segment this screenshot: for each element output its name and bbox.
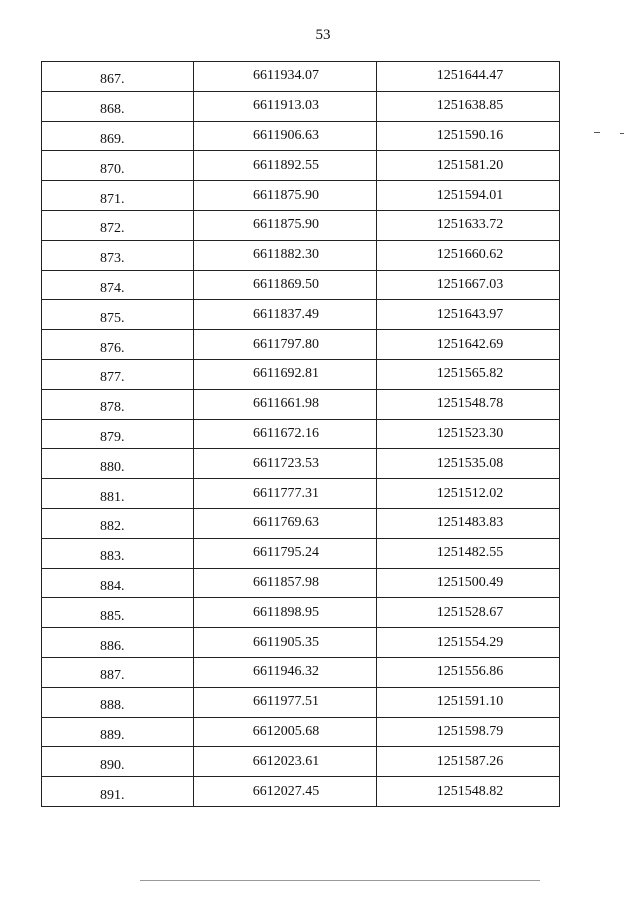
y-coordinate-cell: 1251598.79 bbox=[377, 717, 560, 747]
y-coordinate-cell: 1251667.03 bbox=[377, 270, 560, 300]
point-number-cell: 888. bbox=[42, 687, 194, 717]
x-coordinate-cell: 6611882.30 bbox=[194, 240, 377, 270]
x-coordinate-cell: 6611797.80 bbox=[194, 330, 377, 360]
table-row bbox=[42, 240, 560, 270]
table-row bbox=[42, 121, 560, 151]
point-number-cell: 869. bbox=[42, 121, 194, 151]
table-row bbox=[42, 628, 560, 658]
point-number-cell: 882. bbox=[42, 508, 194, 538]
y-coordinate-cell: 1251482.55 bbox=[377, 538, 560, 568]
y-coordinate-cell: 1251556.86 bbox=[377, 657, 560, 687]
x-coordinate-cell: 6611661.98 bbox=[194, 389, 377, 419]
point-number-cell: 867. bbox=[42, 62, 194, 92]
point-number-cell: 875. bbox=[42, 300, 194, 330]
scan-edge-line bbox=[140, 880, 540, 881]
table-row bbox=[42, 62, 560, 92]
page-number: 53 bbox=[315, 27, 331, 43]
table-row bbox=[42, 300, 560, 330]
coordinates-table-body bbox=[42, 62, 560, 807]
table-row bbox=[42, 717, 560, 747]
point-number-cell: 890. bbox=[42, 747, 194, 777]
coordinates-table bbox=[41, 61, 560, 807]
table-row bbox=[42, 479, 560, 509]
table-row bbox=[42, 389, 560, 419]
y-coordinate-cell: 1251548.78 bbox=[377, 389, 560, 419]
x-coordinate-cell: 6611875.90 bbox=[194, 210, 377, 240]
x-coordinate-cell: 6611692.81 bbox=[194, 359, 377, 389]
x-coordinate-cell: 6611723.53 bbox=[194, 449, 377, 479]
y-coordinate-cell: 1251500.49 bbox=[377, 568, 560, 598]
point-number-cell: 891. bbox=[42, 777, 194, 807]
y-coordinate-cell: 1251535.08 bbox=[377, 449, 560, 479]
point-number-cell: 886. bbox=[42, 628, 194, 658]
x-coordinate-cell: 6611946.32 bbox=[194, 657, 377, 687]
x-coordinate-cell: 6611672.16 bbox=[194, 419, 377, 449]
y-coordinate-cell: 1251642.69 bbox=[377, 330, 560, 360]
y-coordinate-cell: 1251643.97 bbox=[377, 300, 560, 330]
x-coordinate-cell: 6611905.35 bbox=[194, 628, 377, 658]
table-row bbox=[42, 151, 560, 181]
table-row bbox=[42, 538, 560, 568]
point-number-cell: 881. bbox=[42, 479, 194, 509]
point-number-cell: 887. bbox=[42, 657, 194, 687]
y-coordinate-cell: 1251554.29 bbox=[377, 628, 560, 658]
y-coordinate-cell: 1251565.82 bbox=[377, 359, 560, 389]
x-coordinate-cell: 6611869.50 bbox=[194, 270, 377, 300]
table-row bbox=[42, 419, 560, 449]
y-coordinate-cell: 1251587.26 bbox=[377, 747, 560, 777]
y-coordinate-cell: 1251660.62 bbox=[377, 240, 560, 270]
x-coordinate-cell: 6611875.90 bbox=[194, 181, 377, 211]
x-coordinate-cell: 6612023.61 bbox=[194, 747, 377, 777]
point-number-cell: 871. bbox=[42, 181, 194, 211]
table-row bbox=[42, 747, 560, 777]
y-coordinate-cell: 1251548.82 bbox=[377, 777, 560, 807]
table-row bbox=[42, 777, 560, 807]
y-coordinate-cell: 1251523.30 bbox=[377, 419, 560, 449]
point-number-cell: 876. bbox=[42, 330, 194, 360]
point-number-cell: 879. bbox=[42, 419, 194, 449]
x-coordinate-cell: 6612005.68 bbox=[194, 717, 377, 747]
x-coordinate-cell: 6611777.31 bbox=[194, 479, 377, 509]
point-number-cell: 883. bbox=[42, 538, 194, 568]
y-coordinate-cell: 1251528.67 bbox=[377, 598, 560, 628]
x-coordinate-cell: 6611898.95 bbox=[194, 598, 377, 628]
table-row bbox=[42, 210, 560, 240]
point-number-cell: 868. bbox=[42, 91, 194, 121]
table-row bbox=[42, 359, 560, 389]
y-coordinate-cell: 1251590.16 bbox=[377, 121, 560, 151]
table-row bbox=[42, 270, 560, 300]
point-number-cell: 874. bbox=[42, 270, 194, 300]
x-coordinate-cell: 6611913.03 bbox=[194, 91, 377, 121]
scan-speck bbox=[620, 133, 624, 134]
y-coordinate-cell: 1251591.10 bbox=[377, 687, 560, 717]
table-row bbox=[42, 568, 560, 598]
table-row bbox=[42, 657, 560, 687]
table-row bbox=[42, 449, 560, 479]
x-coordinate-cell: 6611857.98 bbox=[194, 568, 377, 598]
scan-speck bbox=[594, 132, 600, 133]
point-number-cell: 872. bbox=[42, 210, 194, 240]
x-coordinate-cell: 6611892.55 bbox=[194, 151, 377, 181]
point-number-cell: 873. bbox=[42, 240, 194, 270]
table-row bbox=[42, 91, 560, 121]
y-coordinate-cell: 1251512.02 bbox=[377, 479, 560, 509]
point-number-cell: 878. bbox=[42, 389, 194, 419]
table-row bbox=[42, 687, 560, 717]
table-row bbox=[42, 330, 560, 360]
point-number-cell: 877. bbox=[42, 359, 194, 389]
point-number-cell: 889. bbox=[42, 717, 194, 747]
point-number-cell: 870. bbox=[42, 151, 194, 181]
x-coordinate-cell: 6611977.51 bbox=[194, 687, 377, 717]
y-coordinate-cell: 1251483.83 bbox=[377, 508, 560, 538]
point-number-cell: 885. bbox=[42, 598, 194, 628]
x-coordinate-cell: 6611934.07 bbox=[194, 62, 377, 92]
x-coordinate-cell: 6612027.45 bbox=[194, 777, 377, 807]
y-coordinate-cell: 1251644.47 bbox=[377, 62, 560, 92]
point-number-cell: 884. bbox=[42, 568, 194, 598]
table-row bbox=[42, 181, 560, 211]
x-coordinate-cell: 6611837.49 bbox=[194, 300, 377, 330]
y-coordinate-cell: 1251638.85 bbox=[377, 91, 560, 121]
x-coordinate-cell: 6611769.63 bbox=[194, 508, 377, 538]
x-coordinate-cell: 6611906.63 bbox=[194, 121, 377, 151]
table-row bbox=[42, 508, 560, 538]
y-coordinate-cell: 1251594.01 bbox=[377, 181, 560, 211]
point-number-cell: 880. bbox=[42, 449, 194, 479]
x-coordinate-cell: 6611795.24 bbox=[194, 538, 377, 568]
y-coordinate-cell: 1251581.20 bbox=[377, 151, 560, 181]
y-coordinate-cell: 1251633.72 bbox=[377, 210, 560, 240]
table-row bbox=[42, 598, 560, 628]
